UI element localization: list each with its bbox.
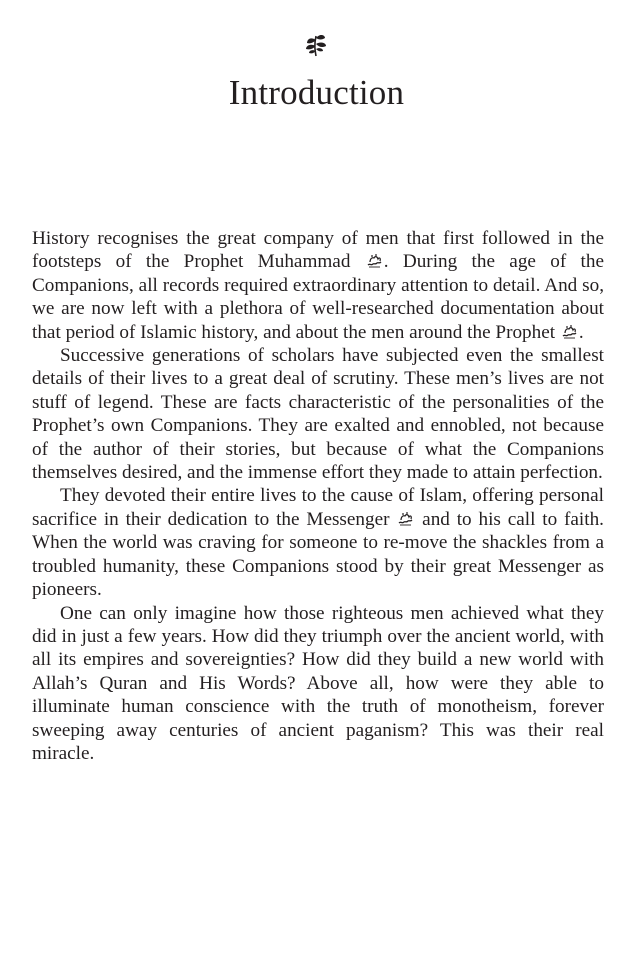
- salutation-ligature-icon: [366, 253, 383, 268]
- chapter-title: Introduction: [228, 73, 405, 112]
- paragraph-3: [32, 484, 604, 601]
- chapter-body: [32, 227, 604, 765]
- salutation-ligature-icon: [561, 324, 578, 339]
- paragraph-1-text-c: .: [578, 321, 584, 343]
- paragraph-4: One can only imagine how those righteous men achieved what they did in just a few years. How did they triumph over the ancient world, with all its empires and sovereignties? How did they build a new world with Allah’s Quran and His Words? Above all, how were they able to illuminate human conscience with the truth of monotheism, forever sweeping away centuries of ancient paganism? This was their real miracle.: [32, 602, 604, 764]
- paragraph-2: Successive generations of scholars have subjected even the smallest details of their lives to a great deal of scrutiny. These men’s lives are not stuff of legend. These are facts characteristic of the personalities of the Prophet’s own Companions. They are exalted and ennobled, not because of the author of their stories, but because of what the Companions themselves desired, and the immense effort they made to attain perfection.: [32, 345, 604, 484]
- paragraph-3-text-a: They devoted their entire lives to the cause of Islam, offering personal sacrifice in their dedication to the Messenger: [32, 485, 604, 530]
- paragraph-1: [32, 227, 604, 344]
- leaf-ornament-icon: [304, 32, 328, 58]
- paragraph-3-text-b: and to his call to faith. When the world was craving for someone to re-move the shackles from a troubled humanity, these Companions stood by their great Messenger as pioneers.: [32, 508, 604, 601]
- salutation-ligature-icon: [397, 511, 414, 526]
- paragraph-1-text-b: . During the age of the Companions, all records required extraordinary attention to detail. And so, we are now left with a plethora of well-researched documentation about that period of Islamic history, and about the men around the Prophet: [32, 251, 604, 343]
- paragraph-1-text-a: History recognises the great company of men that first followed in the footsteps of the Prophet Muhammad: [32, 228, 604, 273]
